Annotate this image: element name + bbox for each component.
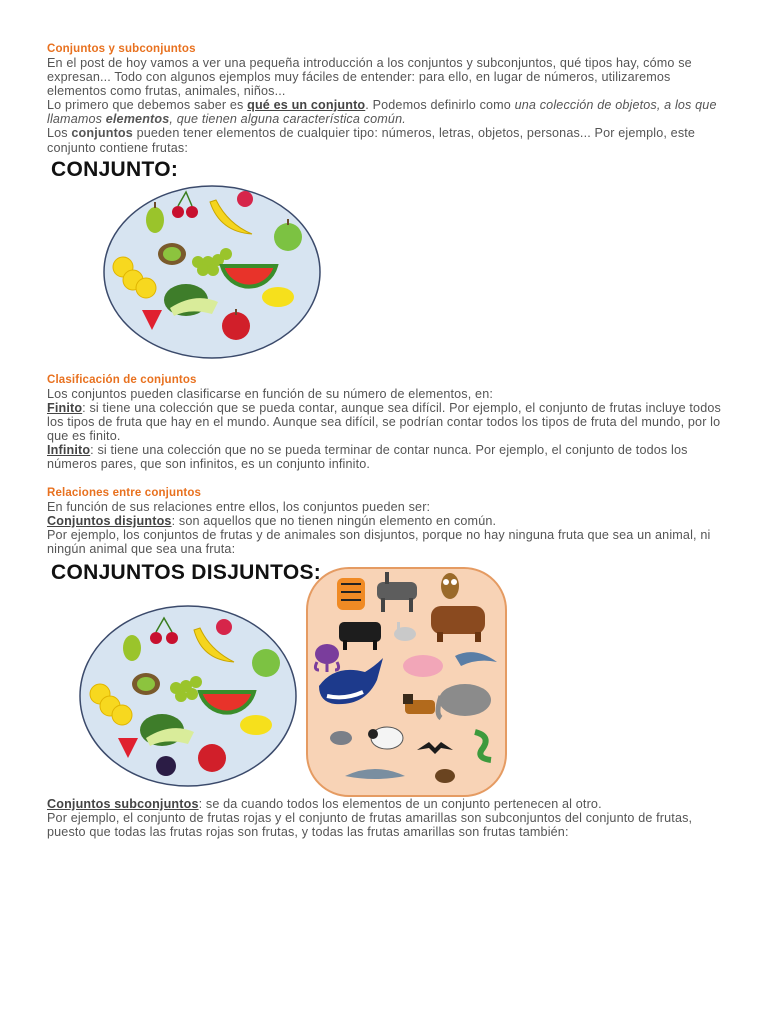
pear-icon: [123, 635, 141, 661]
conjunto-term: qué es un conjunto: [247, 98, 366, 113]
apple-red-icon: [198, 744, 226, 772]
blackberry-icon: [156, 756, 176, 776]
classification-section: [47, 373, 727, 556]
kiwi-icon: [158, 243, 186, 265]
finito-term: Finito: [47, 401, 83, 416]
subconjuntos-paragraph: Conjuntos subconjuntos: se da cuando todos los elementos de un conjunto pertenecen al otro.: [47, 797, 602, 811]
pig-icon: [403, 655, 443, 677]
owl-icon: [441, 573, 459, 599]
article: [47, 42, 727, 155]
heading-clasificacion: Clasificación de conjuntos: [47, 374, 197, 386]
lemon-icon: [262, 287, 294, 307]
disjuntos-example: Por ejemplo, los conjuntos de frutas y de animales son disjuntos, porque no hay ninguna fruta que sea un animal, ni ningún animal que sea una fruta:: [47, 527, 711, 556]
kiwi-icon: [132, 673, 160, 695]
raspberry-icon: [216, 619, 232, 635]
pigeon-icon: [330, 731, 352, 745]
classification-intro: Los conjuntos pueden clasificarse en función de su número de elementos, en:: [47, 387, 494, 401]
disjuntos-term: Conjuntos disjuntos: [47, 513, 172, 528]
infinito-term: Infinito: [47, 443, 91, 458]
tiger-icon: [337, 578, 365, 610]
relations-intro: En función de sus relaciones entre ellos, los conjuntos pueden ser:: [47, 499, 431, 514]
apple-icon: [252, 649, 280, 677]
fruit-set-figure-2: [76, 600, 302, 792]
figure-title-conjunto: CONJUNTO:: [51, 158, 179, 181]
subconjuntos-example: Por ejemplo, el conjunto de frutas rojas y el conjunto de frutas amarillas son subconjuntos del conjunto de frutas, puesto que todas las frutas rojas son frutas, y todas las frutas amarillas son frutas también:: [47, 811, 693, 840]
elements-paragraph: Los conjuntos pueden tener elementos de cualquier tipo: números, letras, objetos, personas... Por ejemplo, este conjunto contiene frutas:: [47, 126, 696, 155]
lemon-icon: [240, 715, 272, 735]
eagle-icon: [435, 769, 455, 783]
raspberry-icon: [237, 191, 253, 207]
animal-set-figure: [305, 566, 508, 798]
fruit-set-figure: [100, 182, 325, 362]
figure-title-disjuntos: CONJUNTOS DISJUNTOS:: [51, 561, 322, 584]
definition-paragraph: Lo primero que debemos saber es qué es un conjunto. Podemos definirlo como una colección de objetos, a los que llamamos elementos, que tienen alguna característica común.: [47, 98, 717, 127]
heading-conjuntos: Conjuntos y subconjuntos: [47, 43, 196, 55]
heading-relaciones: Relaciones entre conjuntos: [47, 486, 202, 499]
subconjuntos-section: [47, 797, 727, 839]
finito-paragraph: Finito: si tiene una colección que se pueda contar, aunque sea difícil. Por ejemplo, el conjunto de frutas incluye todos los tipos de fruta que hay en el mundo. Aunque sea difícil, se podrían contar todos los tipos de fruta del mundo, por lo que es finito.: [47, 401, 721, 444]
infinito-paragraph: Infinito: si tiene una colección que no se pueda terminar de contar nunca. Por ejemplo, el conjunto de todos los números pares, que son infinitos, es un conjunto infinito.: [47, 443, 688, 472]
disjuntos-paragraph: Conjuntos disjuntos: son aquellos que no tienen ningún elemento en común.: [47, 513, 497, 528]
subconjuntos-term: Conjuntos subconjuntos: [47, 797, 199, 811]
intro-paragraph: En el post de hoy vamos a ver una pequeña introducción a los conjuntos y subconjuntos, qué tipos hay, cómo se expresan... Todo con algunos ejemplos muy fáciles de entender: para ello, en lugar de números, utilizaremos elementos como frutas, animales, niños...: [47, 56, 692, 99]
